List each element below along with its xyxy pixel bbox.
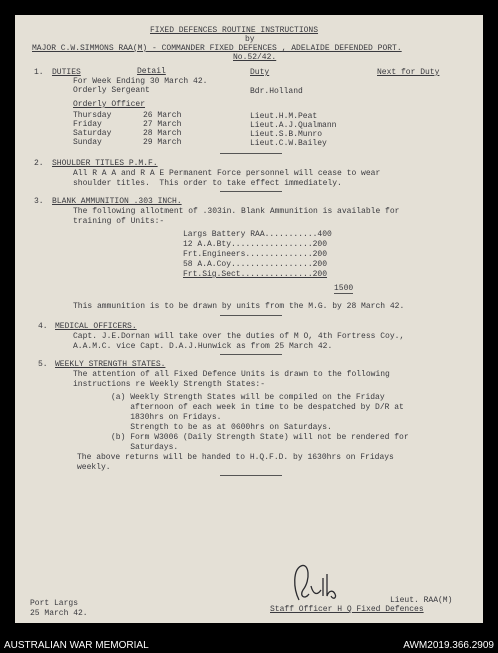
sergeant-label: Orderly Sergeant xyxy=(73,86,150,95)
allotment-item: Largs Battery RAA...........400 xyxy=(183,230,332,239)
weekly-item-b: (b) Form W3006 (Daily Strength State) will not be rendered for xyxy=(111,433,409,442)
duty-day: Saturday xyxy=(73,129,112,138)
duty-day: Sunday xyxy=(73,138,102,147)
document-title: FIXED DEFENCES ROUTINE INSTRUCTIONS xyxy=(150,26,319,35)
signature-mark xyxy=(287,560,347,610)
duty-day: Friday xyxy=(73,120,102,129)
blank-text: The following allotment of .303in. Blank Ammunition is available for xyxy=(73,207,400,216)
allotment-item: 12 A.A.Bty.................200 xyxy=(183,240,328,249)
weekly-text: instructions re Weekly Strength States:- xyxy=(73,380,266,389)
allotment-total: 1500 xyxy=(334,284,354,293)
blank-heading: BLANK AMMUNITION .303 INCH. xyxy=(52,197,182,206)
medical-heading: MEDICAL OFFICERS. xyxy=(55,322,137,331)
medical-text: Capt. J.E.Dornan will take over the duties of M O, 4th Fortress Coy., xyxy=(73,332,405,341)
duty-officer: Lieut.S.B.Munro xyxy=(250,130,323,139)
duty-date: 26 March xyxy=(143,111,182,120)
weekly-return: weekly. xyxy=(77,463,111,472)
duty-day: Thursday xyxy=(73,111,112,120)
document-page xyxy=(15,15,483,623)
col-duty: Duty xyxy=(250,68,270,77)
weekly-item-a: Strength to be as at 0600hrs on Saturdays. xyxy=(111,423,332,432)
signatory-rank: Lieut. RAA(M) xyxy=(390,596,453,605)
week-ending: For Week Ending 30 March 42. xyxy=(73,77,208,86)
duty-date: 28 March xyxy=(143,129,182,138)
col-next: Next for Duty xyxy=(377,68,440,77)
section-number: 2. xyxy=(34,159,44,168)
duty-officer: Lieut.A.J.Qualmann xyxy=(250,121,337,130)
shoulder-text: All R A A and R A E Permanent Force personnel will cease to wear xyxy=(73,169,381,178)
header-line: MAJOR C.W.SIMMONS RAA(M) - COMMANDER FIXED DEFENCES , ADELAIDE DEFENDED PORT. xyxy=(32,44,402,53)
officer-label: Orderly Officer xyxy=(73,100,146,109)
separator xyxy=(220,475,282,476)
duty-officer: Lieut.C.W.Bailey xyxy=(250,139,327,148)
shoulder-text: shoulder titles. This order to take effect immediately. xyxy=(73,179,342,188)
blank-note: This ammunition is to be drawn by units from the M.G. by 28 March 42. xyxy=(73,302,405,311)
instruction-number: No.52/42. xyxy=(233,53,277,62)
footer-left: AUSTRALIAN WAR MEMORIAL xyxy=(4,640,149,651)
separator xyxy=(220,315,282,316)
allotment-item: Frt.Engineers..............200 xyxy=(183,250,328,259)
weekly-item-b: Saturdays. xyxy=(111,443,179,452)
weekly-heading: WEEKLY STRENGTH STATES. xyxy=(55,360,166,369)
section-number: 1. xyxy=(34,68,44,77)
weekly-item-a: (a) Weekly Strength States will be compiled on the Friday xyxy=(111,393,385,402)
section-number: 3. xyxy=(34,197,44,206)
closing-date: 25 March 42. xyxy=(30,609,88,618)
allotment-item: Frt.Sig.Sect...............200 xyxy=(183,270,328,279)
medical-text: A.A.M.C. vice Capt. D.A.J.Hunwick as from 25 March 42. xyxy=(73,342,333,351)
section-number: 5. xyxy=(38,360,48,369)
duty-date: 29 March xyxy=(143,138,182,147)
col-detail: Detail xyxy=(137,67,166,76)
section-number: 4. xyxy=(38,322,48,331)
closing-place: Port Largs xyxy=(30,599,79,608)
signatory-office: Staff Officer H Q Fixed Defences xyxy=(270,605,424,614)
footer-right: AWM2019.366.2909 xyxy=(403,640,494,651)
by-line: by xyxy=(245,35,255,44)
allotment-item: 58 A.A.Coy.................200 xyxy=(183,260,328,269)
weekly-return: The above returns will be handed to H.Q.F.D. by 1630hrs on Fridays xyxy=(77,453,394,462)
duties-heading: DUTIES xyxy=(52,68,81,77)
weekly-item-a: afternoon of each week in time to be despatched by D/R at xyxy=(111,403,404,412)
duty-date: 27 March xyxy=(143,120,182,129)
separator xyxy=(220,153,282,154)
shoulder-heading: SHOULDER TITLES P.M.F. xyxy=(52,159,158,168)
blank-text: training of Units:- xyxy=(73,217,165,226)
separator xyxy=(220,354,282,355)
duty-officer: Lieut.H.M.Peat xyxy=(250,112,318,121)
separator xyxy=(220,191,282,192)
weekly-item-a: 1830hrs on Fridays. xyxy=(111,413,222,422)
sergeant-name: Bdr.Holland xyxy=(250,87,303,96)
weekly-text: The attention of all Fixed Defence Units is drawn to the following xyxy=(73,370,390,379)
